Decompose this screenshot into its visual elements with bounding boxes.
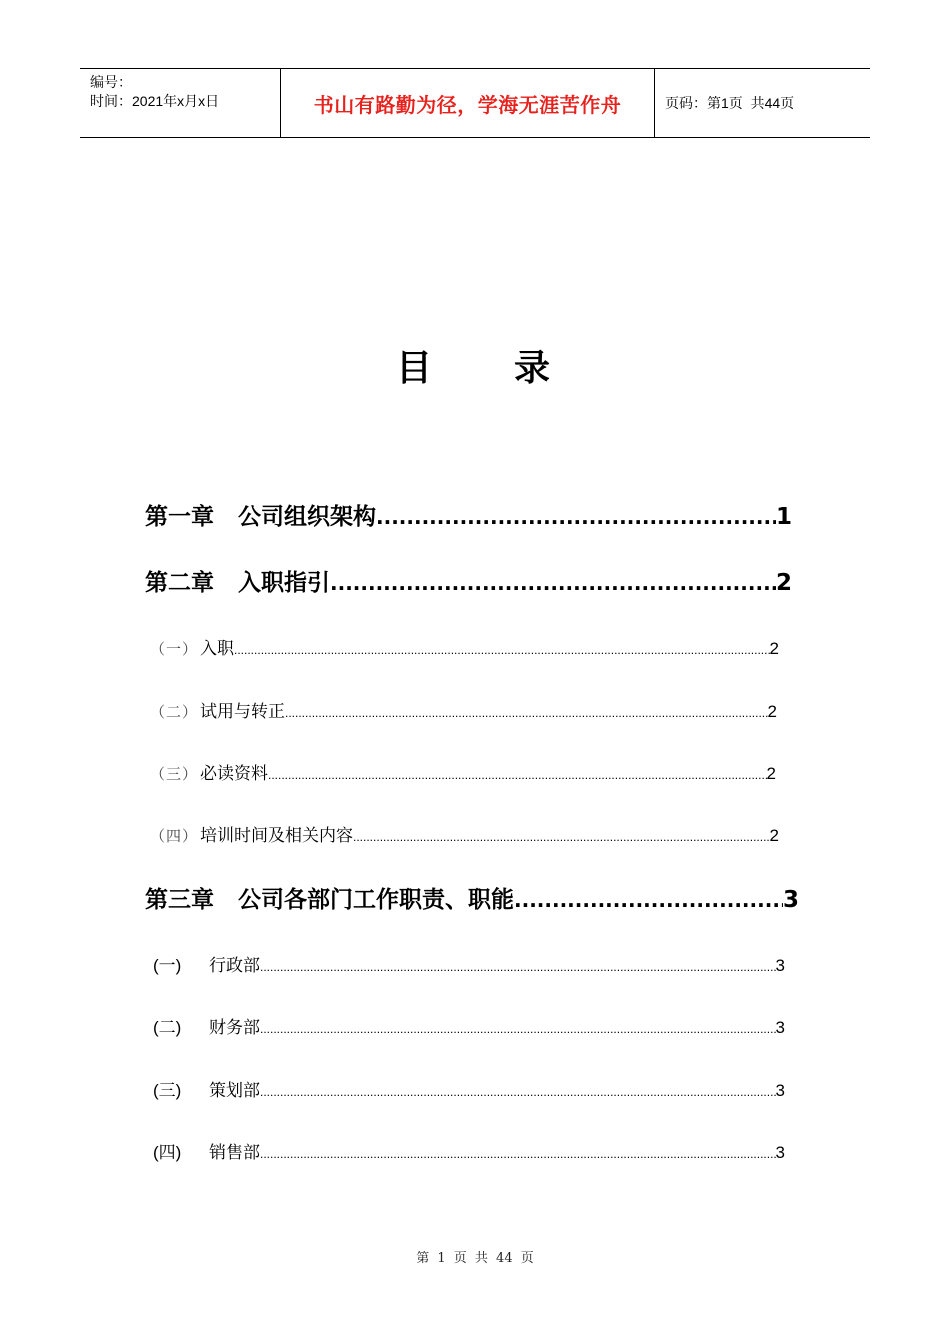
item-page: 2	[769, 639, 779, 658]
chapter-title: 公司组织架构	[238, 504, 376, 530]
toc-item[interactable]	[153, 1013, 785, 1038]
item-number: （一）	[150, 640, 199, 658]
dot-leader	[260, 1085, 776, 1099]
item-number: (一)	[153, 956, 182, 975]
item-number: （四）	[150, 827, 199, 845]
page-title	[0, 340, 950, 391]
chapter-page: 1	[775, 504, 792, 530]
dot-leader	[514, 888, 783, 912]
dot-leader	[260, 1147, 776, 1161]
chapter-title: 入职指引	[238, 570, 330, 596]
dot-leader	[353, 830, 770, 844]
item-number: （三）	[150, 765, 199, 783]
chapter-page: 3	[782, 887, 799, 913]
item-page: 3	[775, 1081, 785, 1100]
dot-leader	[234, 643, 770, 657]
chapter-number: 第一章	[145, 504, 214, 530]
chapter-page: 2	[775, 570, 792, 596]
page-footer: 第 1 页 共 44 页	[416, 1251, 534, 1266]
item-page: 3	[775, 956, 785, 975]
toc-item[interactable]	[150, 697, 777, 722]
item-title: 入职	[200, 639, 235, 658]
item-page: 3	[775, 1018, 785, 1037]
item-title: 培训时间及相关内容	[200, 826, 354, 845]
dot-leader	[260, 1022, 776, 1036]
toc-item[interactable]	[153, 1138, 785, 1163]
dot-leader	[285, 706, 768, 720]
dot-leader	[376, 505, 776, 529]
toc-item[interactable]	[153, 951, 785, 976]
item-page: 2	[769, 826, 779, 845]
chapter-title: 公司各部门工作职责、职能	[238, 887, 514, 913]
item-title: 财务部	[209, 1018, 260, 1037]
item-number: (三)	[153, 1081, 182, 1100]
toc-chapter-3[interactable]	[145, 881, 799, 914]
item-number: (四)	[153, 1143, 182, 1162]
item-title: 试用与转正	[200, 702, 286, 721]
chapter-number: 第二章	[145, 570, 214, 596]
item-number: （二）	[150, 703, 199, 721]
toc-chapter-1[interactable]	[145, 498, 792, 531]
toc-item[interactable]	[150, 634, 779, 659]
item-page: 3	[775, 1143, 785, 1162]
item-number: (二)	[153, 1018, 182, 1037]
chapter-number: 第三章	[145, 887, 214, 913]
item-title: 必读资料	[200, 764, 269, 783]
document-header	[80, 68, 870, 138]
item-title: 销售部	[209, 1143, 260, 1162]
date-label: 时间：2021年x月x日	[90, 93, 220, 109]
title-left-char: 目	[395, 348, 436, 389]
toc-item[interactable]	[150, 759, 776, 784]
toc-item[interactable]	[153, 1076, 785, 1101]
toc-chapter-2[interactable]	[145, 564, 792, 597]
page-info-text: 页码：第1页 共44页	[665, 95, 795, 111]
dot-leader	[260, 960, 776, 974]
header-motto: 书山有路勤为径，学海无涯苦作舟	[281, 69, 655, 137]
dot-leader	[330, 571, 776, 595]
item-title: 行政部	[209, 956, 260, 975]
item-page: 2	[766, 764, 776, 783]
item-page: 2	[767, 702, 777, 721]
title-right-char: 录	[514, 348, 555, 389]
number-label: 编号：	[90, 74, 132, 90]
dot-leader	[268, 768, 767, 782]
item-title: 策划部	[209, 1081, 260, 1100]
header-page-info	[655, 69, 870, 137]
toc-item[interactable]	[150, 821, 779, 846]
header-meta	[80, 69, 281, 137]
